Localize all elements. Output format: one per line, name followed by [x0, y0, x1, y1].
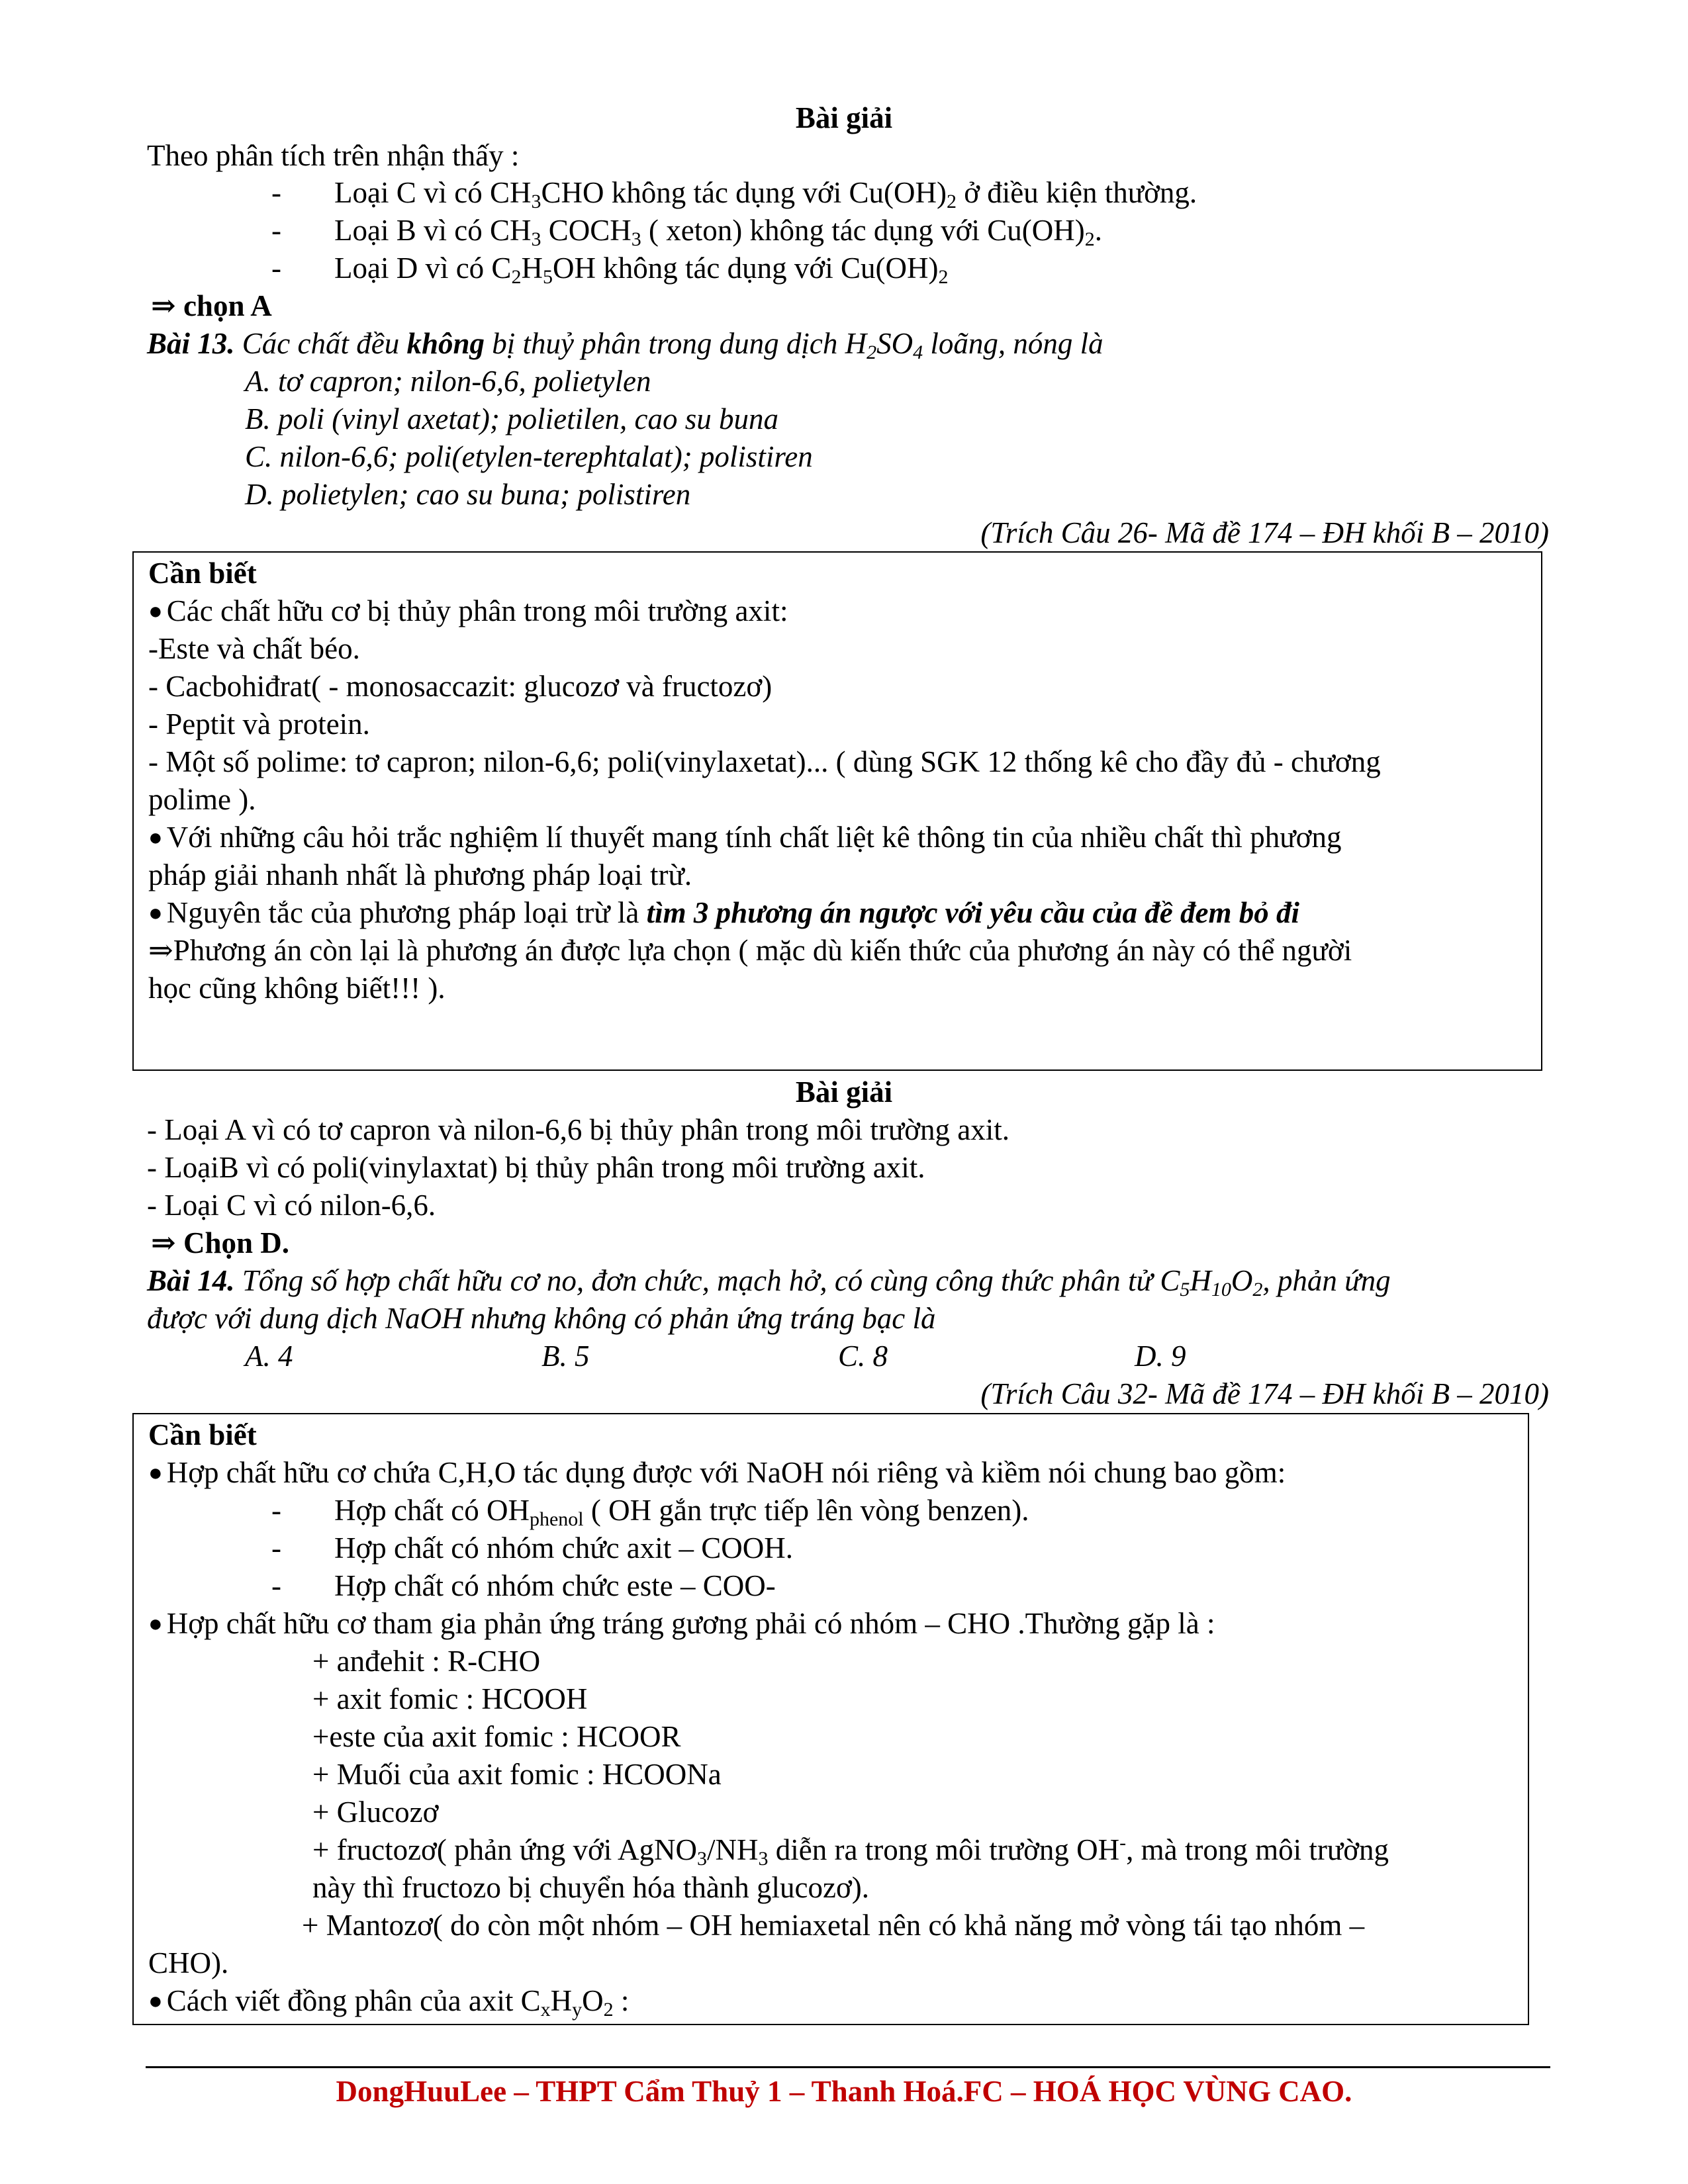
question-13-stem: Bài 13. Các chất đều không bị thuỷ phân trong dung dịch $H_2SO_4$ loãng, nóng là — [147, 327, 1103, 363]
option-b: B. 5 — [541, 1340, 590, 1373]
option-c: C. 8 — [838, 1340, 888, 1373]
note-line: học cũng không biết!!! ). — [148, 972, 445, 1005]
note-plus-item-cont: này thì fructozo bị chuyển hóa thành glucozơ). — [312, 1871, 870, 1904]
solution-line: - Loại D vì có $C_2H_5OH$ không tác dụng với $Cu(OH)_2$ — [271, 251, 949, 288]
question-14-stem-cont: được với dung dịch NaOH nhưng không có phản ứng tráng bạc là — [147, 1302, 936, 1335]
note-bullet: ● Hợp chất hữu cơ chứa C,H,O tác dụng được với NaOH nói riêng và kiềm nói chung bao gồm: — [148, 1456, 1286, 1489]
note-plus-item: + Mantozơ( do còn một nhóm – OH hemiaxetal nên có khả năng mở vòng tái tạo nhóm – — [302, 1909, 1365, 1942]
option-d: D. 9 — [1135, 1340, 1186, 1373]
note-plus-item: + Muối của axit fomic : HCOONa — [312, 1758, 722, 1791]
note-plus-item: +este của axit fomic : HCOOR — [312, 1720, 681, 1753]
question-source: (Trích Câu 32- Mã đề 174 – ĐH khối B – 2010) — [980, 1377, 1549, 1410]
note-bullet: ● Nguyên tắc của phương pháp loại trừ là tìm 3 phương án ngược với yêu cầu của đề đem bỏ đi — [148, 896, 1299, 929]
question-14-stem: Bài 14. Tổng số hợp chất hữu cơ no, đơn chức, mạch hở, có cùng công thức phân tử $C_5H_{10}O_2$, phản ứng — [147, 1264, 1391, 1300]
option-b: B. poli (vinyl axetat); polietilen, cao su buna — [245, 402, 779, 435]
note-plus-item: + anđehit : R-CHO — [312, 1645, 541, 1678]
option-c: C. nilon-6,6; poli(etylen-terephtalat); polistiren — [245, 440, 813, 473]
note-bullet: ● Các chất hữu cơ bị thủy phân trong môi trường axit: — [148, 594, 788, 627]
note-line: - Peptit và protein. — [148, 707, 370, 741]
note-dash-item: - Hợp chất có $OH_{phenol}$ ( OH gắn trực tiếp lên vòng benzen). — [271, 1494, 1029, 1530]
note-dash-item: - Hợp chất có nhóm chức axit – COOH. — [271, 1531, 794, 1565]
note-plus-item: + fructozơ( phản ứng với $AgNO_3/NH_3$ diễn ra trong môi trường OH-, mà trong môi trường — [312, 1832, 1389, 1870]
option-a: A. 4 — [245, 1340, 293, 1373]
solution-line: - Loại B vì có $CH_3$ $COCH_3$ ( xeton) không tác dụng với $Cu(OH)_2$. — [271, 214, 1102, 250]
note-line: ⇒Phương án còn lại là phương án được lựa chọn ( mặc dù kiến thức của phương án này có thể người — [148, 934, 1352, 967]
option-a: A. tơ capron; nilon-6,6, polietylen — [245, 365, 651, 398]
note-dash-item: - Hợp chất có nhóm chức este – COO- — [271, 1569, 776, 1602]
solution-heading: Bài giải — [795, 1075, 893, 1109]
solution-heading: Bài giải — [795, 101, 893, 134]
solution-line: - LoạiB vì có poli(vinylaxtat) bị thủy phân trong môi trường axit. — [147, 1151, 925, 1184]
answer-choice: ⇒ chọn A — [151, 289, 272, 322]
note-plus-item: + Glucozơ — [312, 1796, 439, 1829]
note-line: -Este và chất béo. — [148, 632, 360, 665]
solution-line: - Loại C vì có nilon-6,6. — [147, 1189, 436, 1222]
note-box-title: Cần biết — [148, 557, 257, 590]
note-plus-item: + axit fomic : HCOOH — [312, 1682, 588, 1715]
footer-rule — [146, 2066, 1550, 2068]
solution-line: - Loại C vì có $CH_3CHO$ không tác dụng với $Cu(OH)_2$ ở điều kiện thường. — [271, 176, 1197, 212]
solution-intro: Theo phân tích trên nhận thấy : — [147, 139, 520, 172]
question-source: (Trích Câu 26- Mã đề 174 – ĐH khối B – 2010) — [980, 516, 1549, 549]
note-plus-item-cont: CHO). — [148, 1946, 229, 1979]
page-footer: DongHuuLee – THPT Cẩm Thuỷ 1 – Thanh Hoá.FC – HOÁ HỌC VÙNG CAO. — [336, 2075, 1352, 2108]
answer-choice: ⇒ Chọn D. — [151, 1226, 290, 1259]
note-bullet: ● Hợp chất hữu cơ tham gia phản ứng tráng gương phải có nhóm – CHO .Thường gặp là : — [148, 1607, 1215, 1640]
option-d: D. polietylen; cao su buna; polistiren — [245, 478, 691, 511]
solution-line: - Loại A vì có tơ capron và nilon-6,6 bị thủy phân trong môi trường axit. — [147, 1113, 1010, 1146]
note-line: pháp giải nhanh nhất là phương pháp loại trừ. — [148, 858, 692, 891]
note-line: polime ). — [148, 783, 256, 816]
note-bullet: ● Với những câu hỏi trắc nghiệm lí thuyết mang tính chất liệt kê thông tin của nhiều chất thì phương — [148, 821, 1342, 854]
note-box-title: Cần biết — [148, 1418, 257, 1451]
note-line: - Cacbohiđrat( - monosaccazit: glucozơ và fructozơ) — [148, 670, 773, 703]
note-line: - Một số polime: tơ capron; nilon-6,6; poli(vinylaxetat)... ( dùng SGK 12 thống kê cho đầy đủ - chương — [148, 745, 1381, 778]
note-bullet: ● Cách viết đồng phân của axit $C_xH_yO_2$ : — [148, 1984, 630, 2021]
